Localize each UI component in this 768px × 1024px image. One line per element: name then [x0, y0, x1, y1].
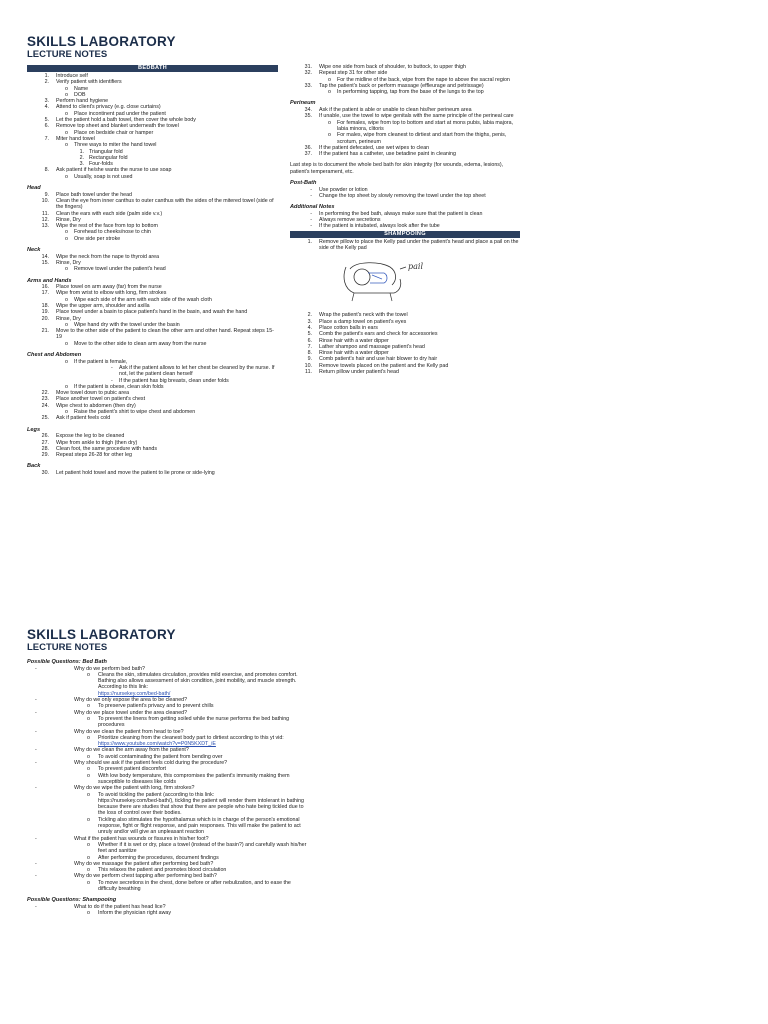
sketch-label: pail [408, 262, 424, 272]
list-item-text: Repeat step 31 for other side [319, 70, 388, 77]
list-marker: 20. [41, 315, 49, 322]
list-item-text: With low body temperature, this compromises the patient's immunity making them susceptible to diseases like colds [98, 772, 290, 785]
list-item-text: Wipe the neck from the nape to thyroid area [56, 253, 160, 260]
list-marker: o [65, 321, 68, 328]
list-marker: 14. [41, 253, 49, 260]
list-marker: o [65, 229, 68, 236]
list-marker: o [65, 173, 68, 180]
left-column [27, 64, 278, 476]
list-item-text: Attend to client's privacy (e.g. close curtains) [56, 104, 161, 111]
list-item [290, 193, 520, 199]
list-item-text: Wrap the patient's neck with the towel [319, 312, 408, 319]
list-item-text: https://nursekey.com/bed-bath/), tickling the patient will render them intolerant in bathing because there are studies that show that there are people who hate being tickled due to the loss of control over their bodies. [98, 797, 305, 817]
list-marker: 23. [41, 396, 49, 403]
list-marker: 9. [307, 356, 312, 363]
list-item-text: If the patient is intubated, always look after the tube [319, 223, 440, 230]
list-item-text: Inform the physician right away [98, 910, 172, 917]
list-item-text: What if the patient has wounds or fissures in his/her foot? [74, 835, 209, 842]
list-item-text: For males, wipe from cleanest to dirtiest and start from the thighs, penis, scrotum, perineum [337, 132, 507, 145]
list-item [27, 773, 307, 786]
list-marker: 5. [44, 117, 49, 124]
list-item-text: Rinse, Dry [56, 315, 81, 322]
list-item-text: Change the top sheet by slowly removing the towel under the top sheet [319, 192, 486, 199]
list-marker: o [87, 910, 90, 917]
list-item [27, 266, 278, 272]
list-item-text: Ask if the patient is able or unable to clean his/her perineum area [319, 107, 472, 114]
kelly-pad-sketch [340, 255, 430, 303]
list-marker: o [65, 91, 68, 98]
subsection-heading: Legs [27, 426, 41, 433]
list-marker: o [87, 879, 90, 886]
list-marker: 11. [305, 368, 312, 375]
list-marker: - [35, 760, 37, 767]
list-item [27, 236, 278, 242]
subsection-heading: Head [27, 185, 41, 192]
list-item-text: Let the patient hold a bath towel, then cover the whole body [56, 117, 196, 124]
list-item-text: Wipe the rest of the face from top to bottom [56, 223, 158, 230]
list-marker: o [65, 340, 68, 347]
list-marker: o [65, 235, 68, 242]
list-marker: 5. [307, 331, 312, 338]
list-item-text: Cleans the skin, stimulates circulation, provides mild exercise, and promotes comfort. Bathing also allows assessment of skin condition, joint mobility, and muscle strength. According to this link: [98, 671, 298, 691]
list-marker: 11. [42, 210, 49, 217]
list-item-text: Triangular fold [89, 148, 123, 155]
list-item [290, 120, 520, 133]
list-marker: o [328, 132, 331, 139]
list-item-text: Wipe hand dry with the towel under the basin [74, 321, 180, 328]
list-item-text: Verify patient with identifiers [56, 79, 122, 86]
list-marker: o [87, 867, 90, 874]
list-item [27, 198, 278, 211]
list-item-text[interactable]: https://nursekey.com/bed-bath/ [98, 690, 171, 697]
list-item-text: Why do we wipe the patient with long, firm strokes? [74, 785, 195, 792]
list-marker: - [310, 186, 312, 193]
list-item-text: To preserve patient's privacy and to prevent chills [98, 703, 214, 710]
section-header-bar: SHAMPOOING [290, 231, 520, 238]
list-item-text: Why do we perform chest tapping after performing bed bath? [74, 873, 217, 880]
list-marker: 1. [79, 148, 84, 155]
list-item-text: Comb patient's hair and use hair blower to dry hair [319, 356, 438, 363]
list-marker: - [310, 223, 312, 230]
subsection-heading: Back [27, 463, 41, 470]
list-marker: - [35, 835, 37, 842]
list-item-text: Introduce self [56, 73, 88, 79]
list-item-text: Let patient hold towel and move the patient to lie prone or side-lying [56, 470, 215, 476]
list-item-text: To avoid contaminating the patient from bending over [98, 753, 223, 760]
list-marker: o [65, 296, 68, 303]
list-marker: 10. [304, 362, 312, 369]
list-item [27, 365, 278, 378]
list-marker: 13. [41, 223, 49, 230]
subsection-heading: Possible Questions: Shampooing [27, 897, 117, 904]
list-marker: 1. [44, 73, 49, 79]
list-marker: - [35, 747, 37, 754]
list-marker: o [87, 671, 90, 678]
list-item-text: Ask if the patient allows to let her chest be cleaned by the nurse. If not, let the patient clean herself [119, 364, 275, 378]
list-item-text: If the patient defecated, use wet wipes to clean [319, 144, 430, 151]
list-item-text: Remove towel under the patient's head [74, 266, 166, 273]
list-marker: o [65, 110, 68, 117]
list-item-text: Why do we only expose the area to be cleaned? [74, 697, 188, 704]
list-marker: o [65, 409, 68, 416]
questions-column [27, 659, 307, 916]
list-item-text: After performing the procedures, document findings [98, 854, 219, 861]
list-item-text: If the patient has a catheter, use betadine paint in cleaning [319, 151, 456, 158]
list-item-text: Rinse, Dry [56, 216, 81, 223]
subsection-heading: Arms and Hands [27, 277, 72, 284]
list-item-text: Why do we clean the arm away from the patient? [74, 747, 189, 754]
list-marker: - [310, 210, 312, 217]
list-item-text: Wipe chest to abdomen (then dry) [56, 402, 136, 409]
list-item [27, 880, 307, 893]
list-marker: o [87, 753, 90, 760]
list-item [290, 89, 520, 95]
list-marker: o [87, 715, 90, 722]
list-item-text: Clean foot, the same procedure with hands [56, 445, 157, 452]
page-subtitle: LECTURE NOTES [27, 49, 108, 60]
list-item-text: Clean the ears with each side (palm side v.v.) [56, 210, 163, 217]
list-item-text: Place on bedside chair or hamper [74, 129, 154, 136]
list-item-text: Tap the patient's back or perform massage (effleurage and petrissage) [319, 82, 484, 89]
list-item-text: Always remove secretions [319, 217, 381, 224]
list-marker: 21. [41, 328, 49, 335]
list-item [27, 672, 307, 691]
list-item-text: Rinse hair with a water dipper [319, 350, 389, 357]
list-marker: o [87, 703, 90, 710]
list-item [27, 817, 307, 836]
page-title: SKILLS LABORATORY [27, 34, 176, 49]
list-marker: o [87, 841, 90, 848]
list-item-text: Ask if patient feels cold [56, 415, 111, 422]
list-item-text: Repeat steps 26-28 for other leg [56, 452, 132, 459]
list-marker: 9. [44, 191, 49, 198]
list-item-text: Wipe from ankle to thigh (then dry) [56, 439, 138, 446]
list-item-text: If unable, use the towel to wipe genitals with the same principle of the perineal care [319, 113, 514, 120]
list-item-text: Place towel on arm away (far) from the nurse [56, 284, 162, 291]
right-column [290, 64, 520, 476]
list-item-text: If the patient is female, [74, 358, 128, 365]
list-marker: 3. [307, 318, 312, 325]
list-marker: 10. [41, 197, 49, 204]
list-marker: 15. [41, 259, 49, 266]
list-item-text: Move to the other side of the patient to clean the other arm and other hand. Repeat steps 15-19 [56, 328, 274, 341]
list-marker: 4. [44, 104, 49, 111]
list-marker: - [35, 785, 37, 792]
list-item-text: Clean the eye from inner canthus to outer canthus with the sides of the mitered towel (side of the fingers) [56, 197, 274, 211]
list-item [290, 151, 520, 157]
list-item-text: To prevent the linens from getting soiled while the nurse performs the bed bathing procedures [98, 715, 290, 729]
list-item-text: Remove top sheet and blanket underneath the towel [56, 123, 179, 130]
list-item-text: Whether if it is wet or dry, place a towel (instead of the basin?) and carefully wash his/her feet and sanitize [98, 841, 307, 855]
list-item-text: Expose the leg to be cleaned [56, 433, 125, 440]
list-item-text: Lather shampoo and massage patient's head [319, 343, 425, 350]
list-marker: 6. [44, 123, 49, 130]
list-item-text: Raise the patient's shirt to wipe chest and abdomen [74, 409, 196, 416]
list-marker: 7. [44, 135, 49, 142]
list-marker: o [87, 791, 90, 798]
list-item-text: Ask patient if he/she wants the nurse to use soap [56, 167, 172, 174]
list-marker: 3. [44, 98, 49, 105]
list-marker: o [87, 772, 90, 779]
list-item-text: Move towel down to pubic area [56, 390, 130, 397]
list-item-text: In performing tapping, tap from the base of the lungs to the top [337, 89, 484, 96]
list-marker: 2. [307, 312, 312, 319]
list-item-text: Name [74, 85, 89, 92]
list-marker: o [87, 766, 90, 773]
list-item-text: Use powder or lotion [319, 186, 368, 193]
section-header-bar: BEDBATH [27, 65, 278, 72]
list-item [290, 132, 520, 145]
list-item-text: Place bath towel under the head [56, 191, 132, 198]
list-marker: 30. [41, 470, 49, 476]
list-item-text: What to do if the patient has head lice? [74, 903, 166, 910]
list-item-text: This relaxes the patient and promotes blood circulation [98, 867, 227, 874]
list-item-text: DOB [74, 91, 86, 98]
list-marker: o [87, 854, 90, 861]
list-marker: 28. [41, 445, 49, 452]
list-item-text: Place cotton balls in ears [319, 324, 378, 331]
list-item [27, 798, 307, 817]
subsection-heading: Possible Questions: Bed Bath [27, 659, 107, 665]
document-page-1 [27, 34, 741, 476]
list-item-text: Place towel under a basin to place patient's hand in the basin, and wash the hand [56, 309, 248, 316]
list-item [290, 369, 520, 375]
list-marker: o [87, 816, 90, 823]
list-marker: 1. [307, 238, 312, 245]
list-item-text: Wipe each side of the arm with each side of the wash cloth [74, 296, 212, 303]
list-item-text: Forehead to cheeks/nose to chin [74, 229, 151, 236]
list-marker: - [111, 377, 113, 384]
list-item-text: If the patient has big breasts, clean under folds [119, 377, 229, 384]
page-subtitle: LECTURE NOTES [27, 642, 108, 653]
list-item-text: Prioritize cleaning from the cleanest body part to dirtiest according to this yt vid: [98, 734, 284, 741]
list-item-text: Why do we place towel under the area cleaned? [74, 709, 188, 716]
list-marker: - [111, 364, 113, 371]
list-item-text: Wipe from wrist to elbow with long, firm strokes [56, 290, 167, 297]
list-marker: o [65, 358, 68, 365]
list-item [27, 842, 307, 855]
list-marker: - [310, 192, 312, 199]
list-marker: - [35, 903, 37, 910]
page-title: SKILLS LABORATORY [27, 627, 176, 642]
list-marker: 19. [41, 309, 49, 316]
list-item [27, 470, 278, 476]
list-item-text: Wipe the upper arm, shoulder and axilla [56, 302, 150, 309]
list-marker: - [310, 217, 312, 224]
list-marker: - [35, 728, 37, 735]
list-marker: - [35, 860, 37, 867]
list-marker: 32. [304, 70, 312, 77]
list-item-text: To prevent patient discomfort [98, 766, 167, 773]
list-item [27, 341, 278, 347]
list-marker: - [35, 709, 37, 716]
list-item-text: Place incontinent pad under the patient [74, 110, 166, 117]
list-marker: 34. [304, 107, 312, 114]
list-marker: 16. [41, 284, 49, 291]
list-marker: 3. [79, 161, 84, 168]
list-item-text: Remove pillow to place the Kelly pad under the patient's head and place a pail on the side of the Kelly pad [319, 238, 519, 252]
list-marker: 2. [79, 154, 84, 161]
list-marker: 18. [41, 302, 49, 309]
list-item-text: Place a damp towel on patient's eyes [319, 318, 407, 325]
list-item-text: Four-folds [89, 161, 113, 168]
list-marker: - [35, 697, 37, 704]
subsection-heading: Additional Notes [290, 204, 335, 211]
list-marker: 29. [41, 452, 49, 459]
list-item-text: Why do we massage the patient after performing bed bath? [74, 860, 214, 867]
list-item [290, 223, 520, 229]
list-marker: o [65, 266, 68, 273]
list-item-text: For females, wipe from top to bottom and start at mons pubis, labia majora, labia minora, clitoris [337, 119, 514, 132]
list-item [27, 415, 278, 421]
list-item [290, 239, 520, 252]
list-marker: o [65, 129, 68, 136]
subsection-heading: Neck [27, 247, 41, 254]
list-marker: 37. [304, 151, 312, 158]
list-marker: 33. [304, 82, 312, 89]
paragraph: Last step is to document the whole bed bath for skin integrity (for wounds, edema, lesions), patient's temperament, etc. [290, 162, 504, 175]
list-marker: 31. [304, 64, 312, 70]
list-marker: o [65, 85, 68, 92]
list-marker: - [35, 873, 37, 880]
list-marker: 7. [307, 343, 312, 350]
list-marker: 4. [307, 324, 312, 331]
list-item-text: If the patient is obese, clean skin folds [74, 383, 164, 390]
list-item-text: Rinse, Dry [56, 259, 81, 266]
list-marker: 2. [44, 79, 49, 86]
list-marker: 8. [307, 350, 312, 357]
list-marker: 6. [307, 337, 312, 344]
list-marker: 8. [44, 167, 49, 174]
list-marker: o [87, 734, 90, 741]
list-item [27, 174, 278, 180]
list-item-text[interactable]: https://www.youtube.com/watch?v=P0N5KXDT_iE [98, 741, 216, 748]
list-marker: o [328, 76, 331, 83]
list-marker: o [328, 89, 331, 96]
list-item-text: Why do we clean the patient from head to toe? [74, 728, 184, 735]
list-item-text: Perform hand hygiene [56, 98, 109, 105]
list-item-text: Why should we ask if the patient feels cold during the procedure? [74, 760, 228, 767]
list-marker: 36. [304, 144, 312, 151]
list-marker: - [35, 665, 37, 672]
list-item [27, 910, 307, 916]
list-item-text: Three ways to miter the hand towel [74, 142, 157, 149]
list-marker: 24. [41, 402, 49, 409]
list-item-text: Wipe one side from back of shoulder, to buttock, to upper thigh [319, 64, 466, 70]
list-item-text: In performing the bed bath, always make sure that the patient is clean [319, 210, 483, 217]
subsection-heading: Perineum [290, 100, 316, 107]
list-item [27, 328, 278, 341]
list-item-text: One side per stroke [74, 235, 121, 242]
list-item [27, 716, 307, 729]
list-marker: 26. [41, 433, 49, 440]
list-item-text: Comb the patient's ears and check for accessories [319, 331, 438, 338]
list-marker: o [65, 142, 68, 149]
list-marker: o [328, 119, 331, 126]
list-item-text: Move to the other side to clean arm away from the nurse [74, 340, 207, 347]
list-item-text: For the midline of the back, wipe from the nape to above the sacral region [337, 76, 510, 83]
list-item-text: Miter hand towel [56, 135, 95, 142]
list-item-text: Usually, soap is not used [74, 173, 133, 180]
subsection-heading: Chest and Abdomen [27, 352, 82, 359]
list-item-text: Why do we perform bed bath? [74, 665, 145, 672]
list-marker: o [65, 383, 68, 390]
list-marker: 25. [41, 415, 49, 422]
list-item-text: To move secretions in the chest, done before or after nebulization, and to ease the difficulty breathing [98, 879, 291, 892]
list-item-text: Remove towels placed on the patient and the Kelly pad [319, 362, 449, 369]
list-item-text: To avoid tickling the patient (according to this link: [98, 791, 215, 798]
list-marker: 12. [41, 216, 49, 223]
list-item-text: Place another towel on patient's chest [56, 396, 146, 403]
list-marker: 27. [41, 439, 49, 446]
list-item-text: Tickling also stimulates the hypothalamus which is in charge of the person's emotional response, fight or flight response, and pain responses. This will make the patient to act unruly and/or will give an unpleasant reaction [98, 816, 301, 836]
list-item [27, 452, 278, 458]
list-marker: 35. [304, 113, 312, 120]
list-item-text: Return pillow under patient's head [319, 368, 399, 375]
list-marker: 22. [41, 390, 49, 397]
document-page-2 [27, 627, 741, 916]
list-item-text: Rinse hair with a water dipper [319, 337, 389, 344]
list-item-text: Rectangular fold [89, 154, 128, 161]
list-marker: 17. [41, 290, 49, 297]
subsection-heading: Post-Bath [290, 180, 317, 187]
